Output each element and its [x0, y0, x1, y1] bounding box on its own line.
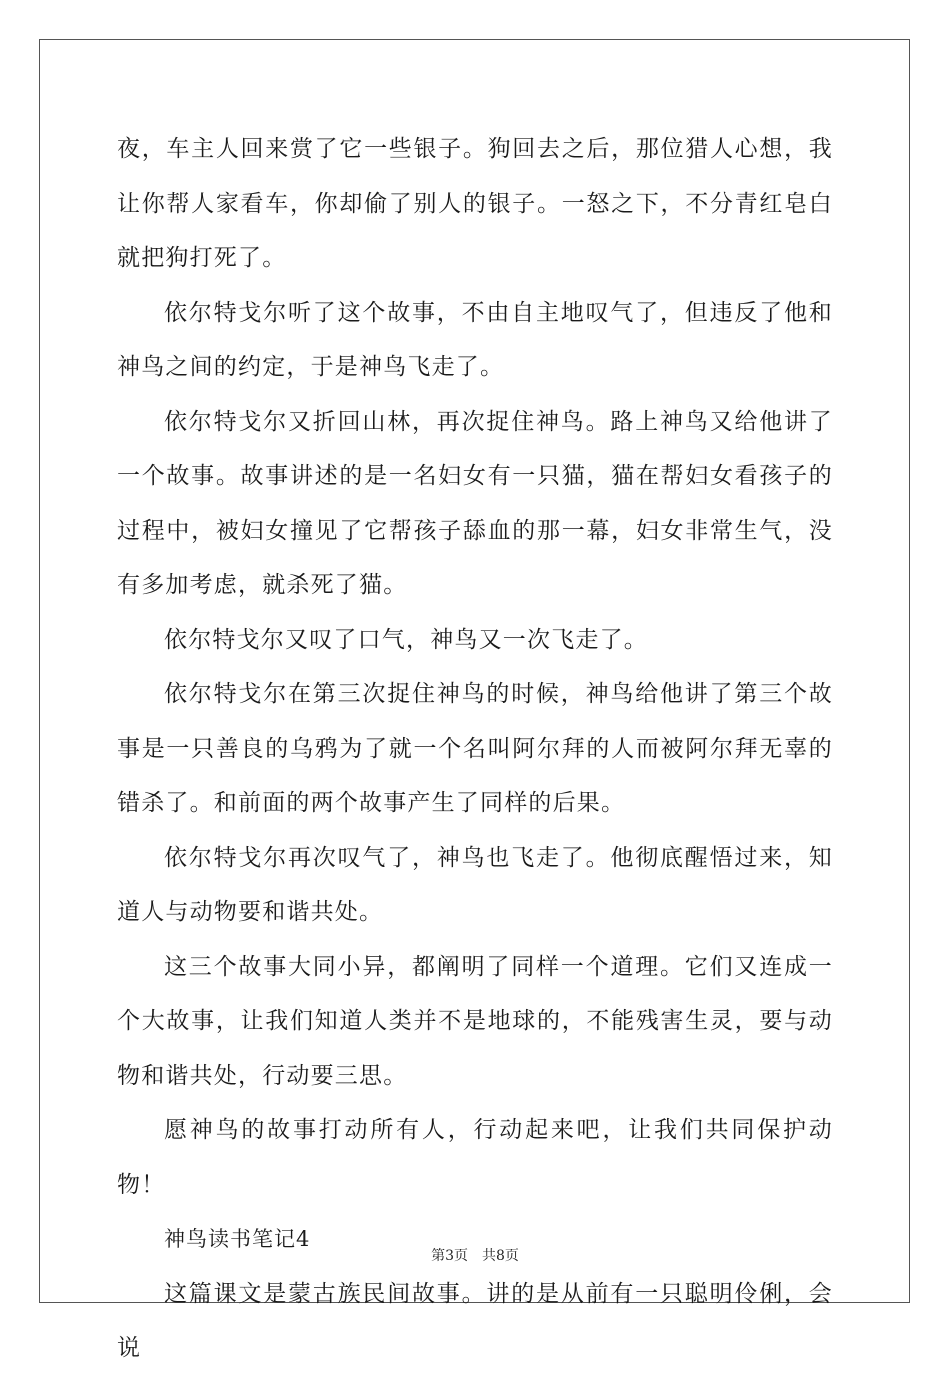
- paragraph-4: 依尔特戈尔又叹了口气，神鸟又一次飞走了。: [164, 626, 648, 653]
- paragraph-6: 依尔特戈尔再次叹气了，神鸟也飞走了。他彻底醒悟过来，知道人与动物要和谐共处。: [117, 844, 833, 925]
- paragraph-5: 依尔特戈尔在第三次捉住神鸟的时候，神鸟给他讲了第三个故事是一只善良的乌鸦为了就一个名叫阿尔拜的人而被阿尔拜无辜的错杀了。和前面的两个故事产生了同样的后果。: [117, 681, 833, 816]
- paragraph-8: 愿神鸟的故事打动所有人，行动起来吧，让我们共同保护动物！: [117, 1117, 833, 1198]
- page-total: 共8页: [482, 1248, 519, 1264]
- paragraph-3: 依尔特戈尔又折回山林，再次捉住神鸟。路上神鸟又给他讲了一个故事。故事讲述的是一名妇女有一只猫，猫在帮妇女看孩子的过程中，被妇女撞见了它帮孩子舔血的那一幕，妇女非常生气，没有多加考虑，就杀死了猫。: [117, 408, 833, 598]
- paragraph-2: 依尔特戈尔听了这个故事，不由自主地叹气了，但违反了他和神鸟之间的约定，于是神鸟飞走了。: [117, 299, 833, 380]
- paragraph-9: 这篇课文是蒙古族民间故事。讲的是从前有一只聪明伶俐，会说: [117, 1280, 833, 1361]
- paragraph-7: 这三个故事大同小异，都阐明了同样一个道理。它们又连成一个大故事，让我们知道人类并不是地球的，不能残害生灵，要与动物和谐共处，行动要三思。: [117, 953, 833, 1089]
- page-number: 第3页: [431, 1248, 468, 1264]
- section-heading: 神鸟读书笔记4: [164, 1227, 311, 1251]
- page-footer: [0, 1245, 950, 1265]
- paragraph-1: 夜，车主人回来赏了它一些银子。狗回去之后，那位猎人心想，我让你帮人家看车，你却偷了别人的银子。一怒之下，不分青红皂白就把狗打死了。: [117, 136, 833, 271]
- document-body: [117, 122, 833, 1376]
